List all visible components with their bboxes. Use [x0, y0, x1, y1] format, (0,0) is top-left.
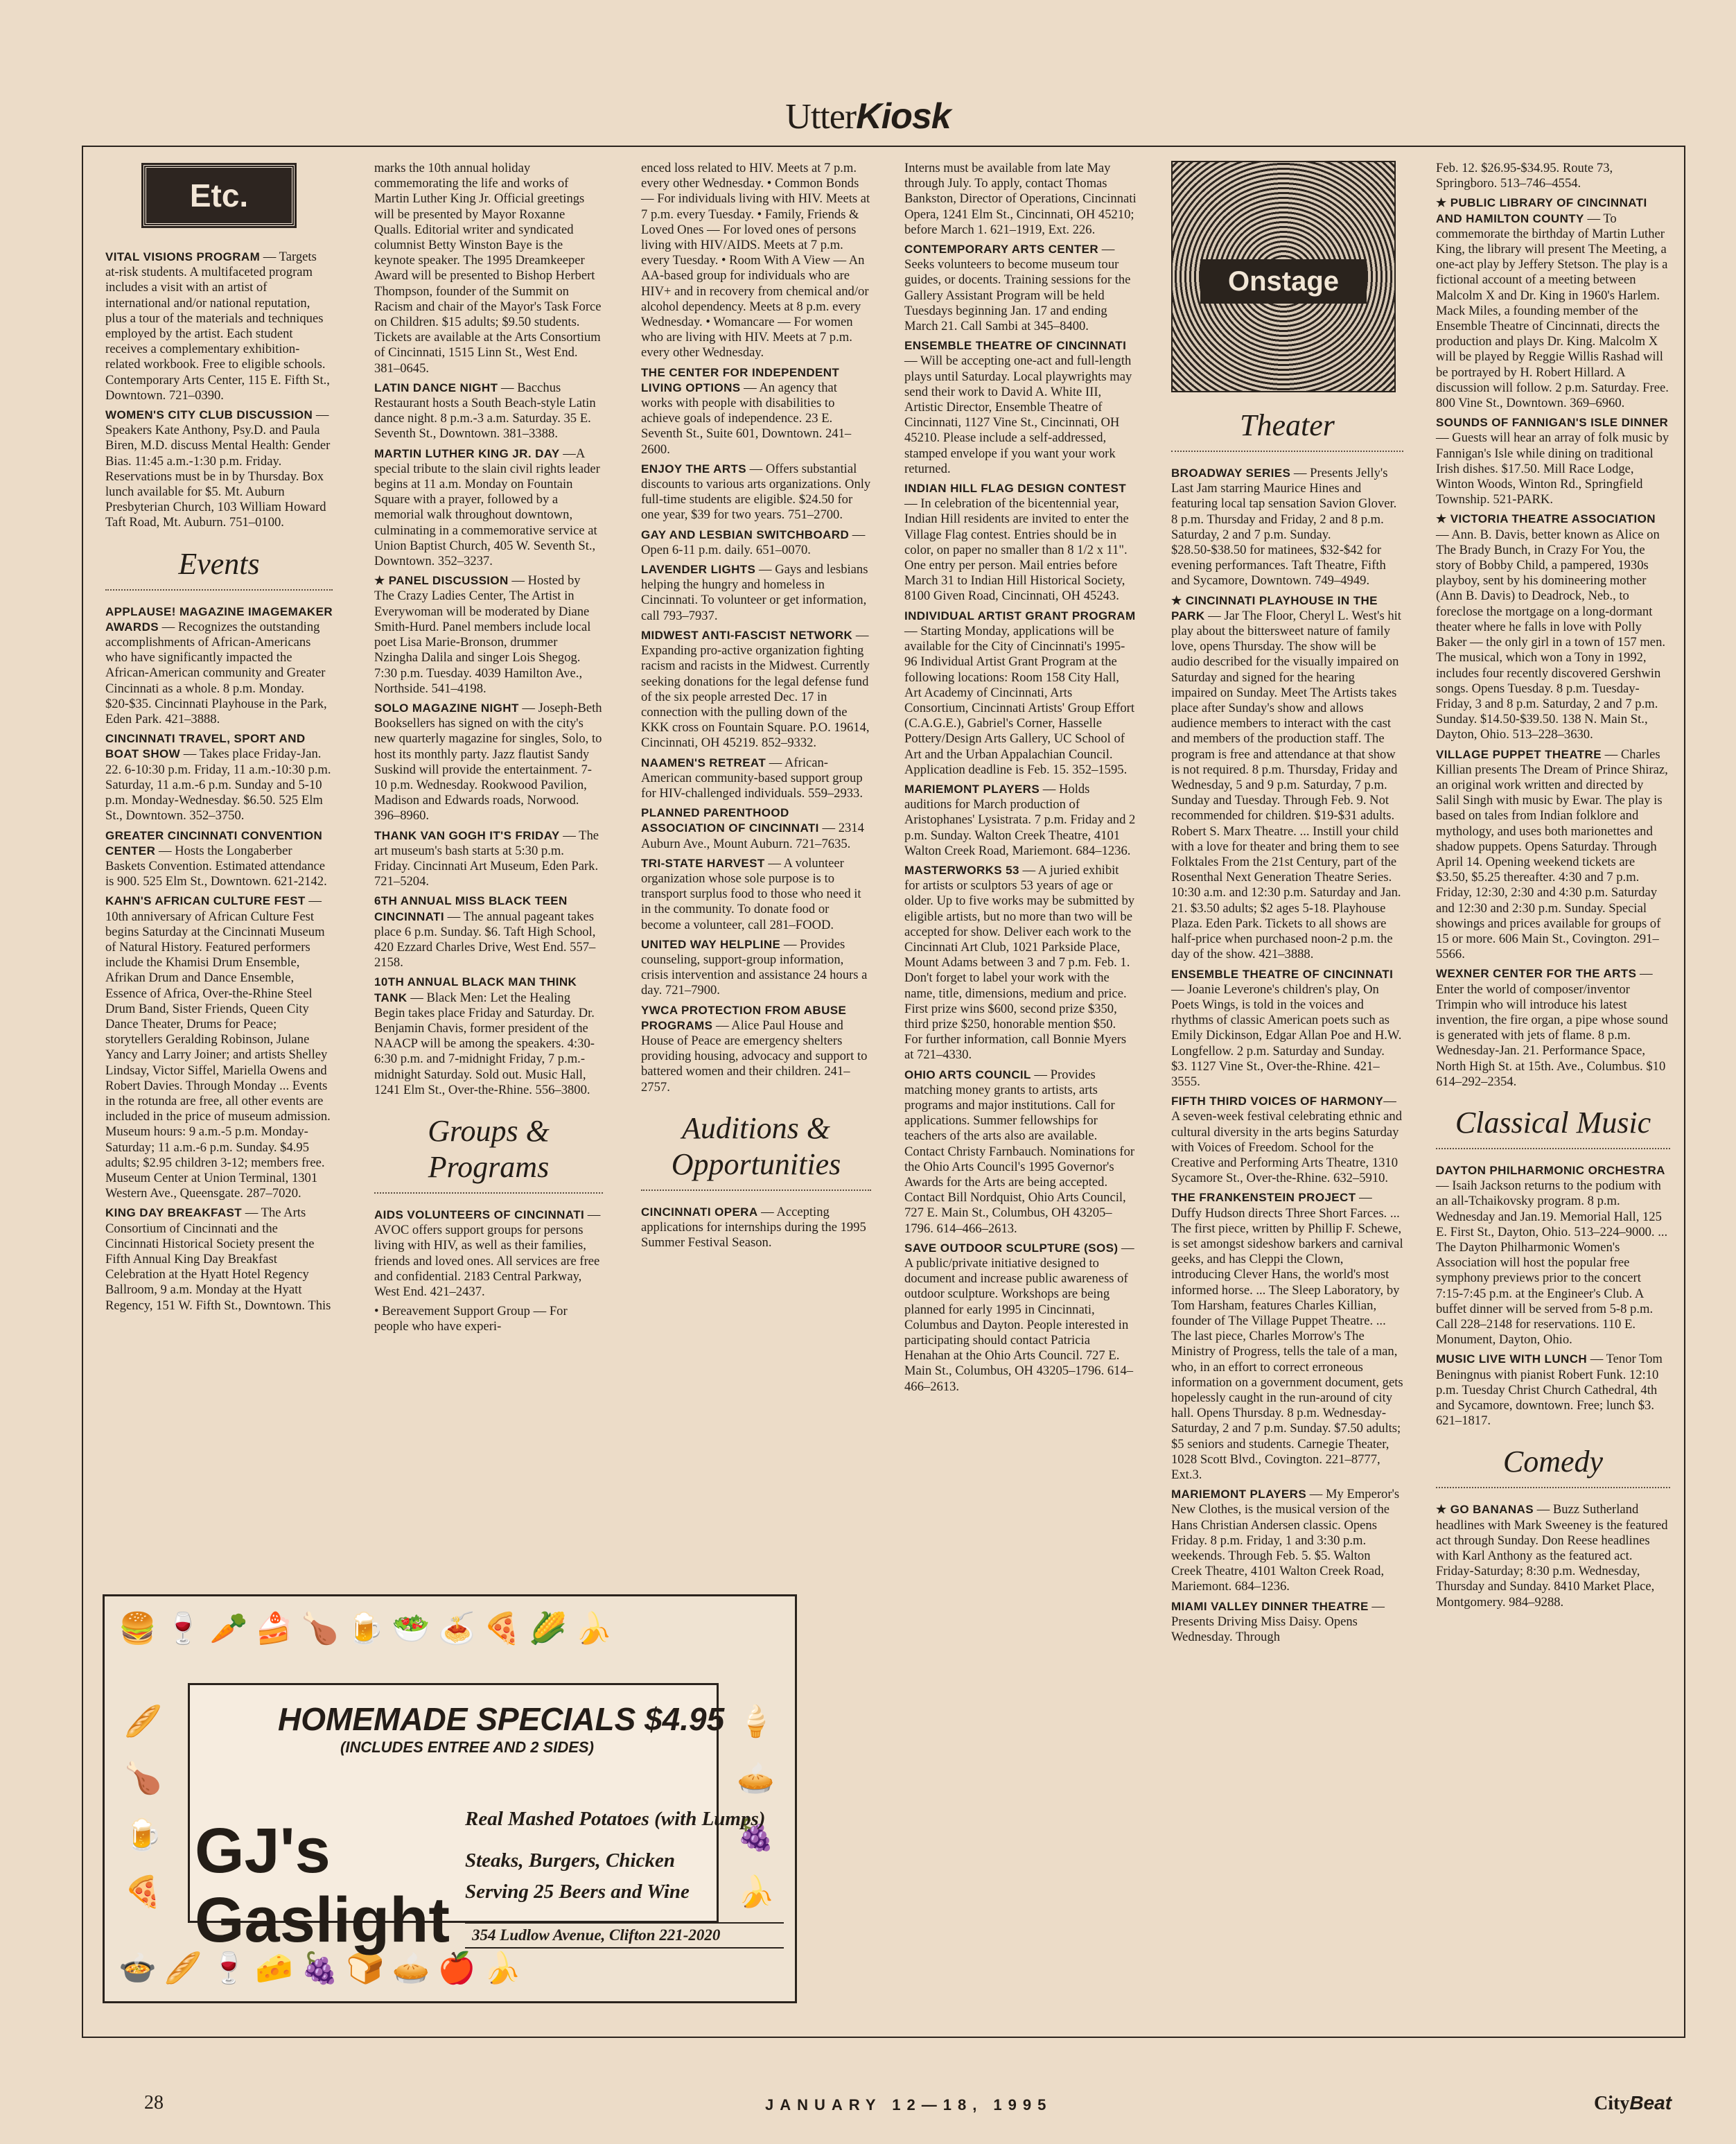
listing-text: — Accepting applications for internships during the 1995 Summer Festival Season. [641, 1204, 866, 1250]
page-number: 28 [144, 2092, 164, 2114]
listing-heading: INDIVIDUAL ARTIST GRANT PROGRAM [904, 609, 1136, 622]
listing-item [641, 462, 871, 523]
ad-item-3: Serving 25 Beers and Wine [465, 1881, 690, 1903]
listing-heading: MASTERWORKS 53 [904, 863, 1019, 877]
listing-text: — The Arts Consortium of Cincinnati and the Cincinnati Historical Society present the Fifth Annual King Day Breakfast Celebration at the Hyatt Hotel Regency Ballroom, 9 a.m. Monday at the Hyatt Regency, 151 W. Fifth St., Downtown. This [105, 1205, 331, 1313]
food-illustration-icon: 🥖 🍗 🍺 🍕 [124, 1705, 162, 1909]
listing-text: — Open 6-11 p.m. daily. 651–0070. [641, 527, 866, 557]
listing-heading: ★ VICTORIA THEATRE ASSOCIATION [1436, 512, 1656, 526]
listing-heading: ENJOY THE ARTS [641, 462, 747, 476]
listing-heading: APPLAUSE! MAGAZINE IMAGEMAKER AWARDS [105, 604, 333, 634]
listing-item [105, 828, 333, 890]
listing-heading: ★ PANEL DISCUSSION [374, 574, 509, 588]
comedy-listings [1436, 1502, 1670, 1610]
listing-item [904, 338, 1137, 477]
listing-item [374, 381, 603, 442]
listing-item [1436, 415, 1670, 507]
listing-heading: TRI-STATE HARVEST [641, 856, 765, 870]
listing-item [105, 408, 333, 531]
column-4 [904, 161, 1137, 1399]
column-3 [641, 161, 871, 1255]
ad-item-2: Steaks, Burgers, Chicken [465, 1849, 675, 1872]
listing-item [904, 782, 1137, 859]
listing-heading: VITAL VISIONS PROGRAM [105, 250, 261, 263]
listing-item [1171, 967, 1403, 1090]
listing-text: — The annual pageant takes place 6 p.m. Sunday. $6. Taft High School, 420 Ezzard Charles Drive, West End. 557–2158. [374, 909, 596, 970]
listing-heading: CONTEMPORARY ARTS CENTER [904, 243, 1099, 256]
listing-heading: MARIEMONT PLAYERS [1171, 1488, 1307, 1501]
listing-text: — Hosted by The Crazy Ladies Center, The Artist in Everywoman will be moderated by Diane Smith-Hurd. Panel members include local poet Lisa Marie-Bronson, drummer Nzingha Dalila and singer Lois Shegog. 7:30 p.m. Tuesday. 4039 Hamilton Ave., Northside. 541–4198. [374, 573, 591, 696]
listing-heading: SAVE OUTDOOR SCULPTURE (SOS) [904, 1241, 1119, 1255]
groups-listings-cont [641, 365, 871, 1095]
listing-heading: THE CENTER FOR INDEPENDENT LIVING OPTIONS [641, 365, 840, 394]
groups-listings [374, 1208, 603, 1335]
listing-text: — Presents Jelly's Last Jam starring Maurice Hines and featuring local tap sensation Savion Glover. 8 p.m. Thursday and Friday, 2 and 8 p.m. Saturday, 2 and 7 p.m. Sunday. $28.50-$38.50 for matinees, $32-$42 for evening performances. Taft Theatre, Fifth and Sycamore, Downtown. 749–4949. [1171, 466, 1397, 589]
listing-heading: 10TH ANNUAL BLACK MAN THINK TANK [374, 975, 577, 1004]
continued-text: marks the 10th annual holiday commemorating the life and works of Martin Luther King Jr. Official greetings will be presented by Mayor Roxanne Qualls. Editorial writer and syndicated columnist Betty Winston Baye is the keynote speaker. The 1995 Dreamkeeper Award will be presented to Bishop Herbert Thompson, founder of the Summit on Racism and chair of the Mayor's Task Force on Children. $15 adults; $9.50 students. Tickets are available at the Arts Consortium of Cincinnati, 1515 Linn St., West End. 381–0645. [374, 161, 602, 376]
listing-heading: ★ CINCINNATI PLAYHOUSE IN THE PARK [1171, 593, 1378, 622]
listing-text: — Joseph-Beth Booksellers has signed on with the city's new quarterly magazine for singles, Solo, to host its monthly party. Jazz flautist Sandy Suskind will provide the entertainment. 7-10 p.m. Wednesday. Rookwood Pavilion, Madison and Edwards roads, Norwood. 396–8960. [374, 700, 602, 823]
onstage-badge [1171, 161, 1396, 392]
listing-item [641, 628, 871, 751]
column-6 [1436, 161, 1670, 1614]
listing-heading: CINCINNATI OPERA [641, 1205, 758, 1219]
listing-item [641, 756, 871, 802]
listing-heading: MUSIC LIVE WITH LUNCH [1436, 1352, 1588, 1366]
listing-item [904, 863, 1137, 1063]
section-heading-events: Events [105, 546, 333, 591]
listing-text: — In celebration of the bicentennial year, Indian Hill residents are invited to enter the Village Flag contest. Entries should be in color, on paper no smaller than 8 1/2 x 11". One entry per person. Mail entries before March 31 to Indian Hill Historical Society, 8100 Given Road, Cincinnati, OH 45243. [904, 496, 1129, 604]
restaurant-ad [103, 1594, 797, 2003]
listing-text: — Holds auditions for March production of Aristophanes' Lysistrata. 7 p.m. Friday and 2 p.m. Sunday. Walton Creek Theatre, 4101 Walton Creek Road, Mariemont. 684–1236. [904, 781, 1136, 858]
issue-date: JANUARY 12—18, 1995 [765, 2096, 1053, 2114]
listing-item [1171, 466, 1403, 589]
listing-item [641, 562, 871, 624]
listing-text: — Ann. B. Davis, better known as Alice on The Brady Bunch, in Crazy For You, the story of Bobby Child, a pampered, 1930s playboy, sent by his domineering mother (Ann B. Davis) to Deadrock, Neb., to foreclose the mortgage on a long-dormant theater where he falls in love with Polly Baker — the only girl in a town of 157 men. The musical, which won a Tony in 1992, includes four recently discovered Gershwin songs. Opens Tuesday. 8 p.m. Tuesday-Friday, 3 and 8 p.m. Saturday, 2 and 7 p.m. Sunday. $14.50-$39.50. 138 N. Main St., Dayton, Ohio. 513–228–3630. [1436, 527, 1666, 742]
listing-item [641, 937, 871, 999]
listing-text: — 2314 Auburn Ave., Mount Auburn. 721–7635. [641, 821, 864, 851]
listing-text: — AVOC offers support groups for persons living with HIV, as well as their families, friends and loved ones. All services are free and confidential. 2183 Central Parkway, West End. 421–2437. [374, 1207, 601, 1299]
listing-text: — Presents Driving Miss Daisy. Opens Wednesday. Through [1171, 1598, 1385, 1645]
logo-beat: Beat [1629, 2092, 1672, 2114]
listing-text: — Isaih Jackson returns to the podium with an all-Tchaikovsky program. 8 p.m. Wednesday and Jan.19. Memorial Hall, 125 E. First St., Dayton, Ohio. 513–224–9000. ... The Dayton Philharmonic Women's Association will host the popular free symphony previews prior to the concert 7:15-7:45 p.m. at the Engineer's Club. A buffet dinner will be served from 5-8 p.m. Call 228–2148 for reservations. 110 E. Monument, Dayton, Ohio. [1436, 1178, 1668, 1348]
listing-text: — Provides matching money grants to artists, arts programs and major institutions. Call for applications. Summer fellowships for teachers of the arts also are available. Contact Christy Farnbauch. Nominations for the Ohio Arts Council's 1995 Governor's Awards for the Arts are being accepted. Contact Bill Nordquist, Ohio Arts Council, 727 E. Main St., Columbus, OH 43205–1796. 614–466–2613. [904, 1067, 1135, 1236]
listing-heading: MIAMI VALLEY DINNER THEATRE [1171, 1599, 1369, 1613]
listing-heading: THE FRANKENSTEIN PROJECT [1171, 1191, 1356, 1205]
listing-text: — My Emperor's New Clothes, is the musical version of the Hans Christian Andersen classic. Opens Friday. 8 p.m. Friday, 1 and 3:30 p.m. weekends. Through Feb. 5. $5. Walton Creek Theatre, 4101 Walton Creek Road, Mariemont. 684–1236. [1171, 1487, 1400, 1594]
listing-text: — Speakers Kate Anthony, Psy.D. and Paula Biren, M.D. discuss Mental Health: Gender Bias. 11:45 a.m.-1:30 p.m. Friday. Reservations must be in by Thursday. Box lunch available for $5. Mt. Auburn Presbyterian Church, 103 William Howard Taft Road, Mt. Auburn. 751–0100. [105, 408, 331, 530]
listing-item [374, 1304, 603, 1334]
listing-text: — Black Men: Let the Healing Begin takes place Friday and Saturday. Dr. Benjamin Chavis, former president of the NAACP will be among the speakers. 4:30-6:30 p.m. and 7-midnight Friday, 7 p.m.-midnight Saturday. Sold out. Music Hall, 1241 Elm St., Over-the-Rhine. 556–3800. [374, 990, 595, 1097]
listing-item [641, 805, 871, 852]
listing-item [904, 481, 1137, 604]
listing-heading: CINCINNATI TRAVEL, SPORT AND BOAT SHOW [105, 732, 306, 761]
masthead [0, 96, 1736, 137]
logo-city: City [1594, 2093, 1630, 2114]
listing-heading: DAYTON PHILHARMONIC ORCHESTRA [1436, 1163, 1665, 1177]
listing-text: — A juried exhibit for artists or sculptors 53 years of age or older. Up to five works may be submitted by eligible artists, but no more than two will be accepted for show. Deliver each work to the Cincinnati Art Club, 1021 Parkside Place, Mount Adams between 3 and 7 p.m. Feb. 1. Don't forget to label your work with the name, title, dimensions, medium and price. First prize wins $600, second prize $350, third prize $250, honorable mention $50. For further information, call Bonnie Myers at 721–4330. [904, 862, 1135, 1063]
listing-item [641, 1003, 871, 1095]
listing-heading: SOUNDS OF FANNIGAN'S ISLE DINNER [1436, 416, 1669, 430]
listing-item [904, 1241, 1137, 1395]
listing-item [904, 242, 1137, 334]
listing-text: — Hosts the Longaberber Baskets Convention. Estimated attendance is 900. 525 Elm St., Downtown. 621-2142. [105, 843, 327, 889]
listing-item [374, 573, 603, 697]
listing-item [105, 894, 333, 1201]
listing-heading: GREATER CINCINNATI CONVENTION CENTER [105, 828, 323, 857]
listing-text: — A volunteer organization whose sole purpose is to transport surplus food to those who need it in the community. To donate food or become a volunteer, call 281–FOOD. [641, 855, 861, 932]
ad-logo-line-2: Gaslight [195, 1885, 450, 1955]
listing-item [1436, 966, 1670, 1090]
listing-heading: ENSEMBLE THEATRE OF CINCINNATI [904, 339, 1127, 353]
masthead-utter: Utter [785, 97, 857, 137]
section-heading-theater: Theater [1171, 408, 1403, 452]
listing-heading: BROADWAY SERIES [1171, 467, 1291, 480]
listing-heading: THANK VAN GOGH IT'S FRIDAY [374, 828, 560, 842]
food-illustration-icon: 🍔 🍷 🥕 🍰 🍗 🍺 🥗 🍝 🍕 🌽 🍌 [119, 1612, 613, 1646]
listing-heading: OHIO ARTS COUNCIL [904, 1067, 1031, 1081]
listing-item [374, 701, 603, 824]
listing-heading: ★ PUBLIC LIBRARY OF CINCINNATI AND HAMILTON COUNTY [1436, 196, 1647, 225]
listing-text: • Bereavement Support Group — For people who have experi- [374, 1304, 568, 1334]
listing-item [1171, 1190, 1403, 1483]
listing-text: — Recognizes the outstanding accomplishments of African-Americans who have significantly impacted the African-American community and Greater Cincinnati as a whole. 8 p.m. Monday. $20-$35. Cincinnati Playhouse in the Park, Eden Park. 421–3888. [105, 619, 327, 727]
listing-item [374, 446, 603, 570]
section-heading-classical: Classical Music [1436, 1105, 1670, 1149]
auditions-listings-cont [904, 242, 1137, 1395]
listing-item [374, 894, 603, 970]
listing-heading: MIDWEST ANTI-FASCIST NETWORK [641, 628, 853, 642]
section-heading-auditions: Auditions & Opportunities [641, 1110, 871, 1191]
listing-text: — African-American community-based support group for HIV-challenged individuals. 559–2933. [641, 755, 863, 801]
ad-address: 354 Ludlow Avenue, Clifton 221-2020 [465, 1922, 784, 1949]
listing-heading: WEXNER CENTER FOR THE ARTS [1436, 967, 1637, 981]
listing-item [641, 856, 871, 933]
listing-text: — Seeks volunteers to become museum tour guides, or docents. Training sessions for the Gallery Assistant Program will be held Tuesdays beginning Jan. 17 and ending March 21. Call Sambi at 345–8400. [904, 242, 1131, 334]
listing-text: — Takes place Friday-Jan. 22. 6-10:30 p.m. Friday, 11 a.m.-10:30 p.m. Saturday, 11 a.m.-6 p.m. Sunday and 5-10 p.m. Monday-Wednesday. $6.50. 525 Elm St., Downtown. 352–3750. [105, 747, 331, 823]
publication-logo [1594, 2092, 1672, 2115]
events-listings-cont [374, 381, 603, 1098]
listing-text: — Enter the world of composer/inventor Trimpin who will introduce his latest invention, the fire organ, a pipe whose sound is generated with jets of flame. 8 p.m. Wednesday-Jan. 21. Performance Space, North High St. at 15th. Ave., Columbus. $10 614–292–2354. [1436, 966, 1668, 1089]
listing-text: — Will be accepting one-act and full-length plays until Saturday. Local playwrights may send their work to David A. White III, Artistic Director, Ensemble Theatre of Cincinnati, 1127 Vine St., Cincinnati, OH 45210. Please include a self-addressed, stamped envelope if you want your work returned. [904, 354, 1132, 476]
listing-item [1171, 1094, 1403, 1186]
onstage-label: Onstage [1200, 259, 1367, 304]
listing-item [105, 604, 333, 728]
food-illustration-icon: 🍦 🥧 🍇 🍌 [737, 1705, 775, 1909]
listing-text: — Gays and lesbians helping the hungry and homeless in Cincinnati. To volunteer or get information, call 793–7937. [641, 562, 868, 623]
listing-heading: LATIN DANCE NIGHT [374, 381, 498, 394]
listing-heading: FIFTH THIRD VOICES OF HARMONY [1171, 1095, 1384, 1108]
listing-heading: YWCA PROTECTION FROM ABUSE PROGRAMS [641, 1003, 847, 1032]
listing-item [1436, 1352, 1670, 1429]
continued-text: Interns must be available from late May through July. To apply, contact Thomas Bankston, Director of Operations, Cincinnati Opera, 1241 Elm St., Cincinnati, OH 45210; before March 1. 621–1919, Ext. 226. [904, 161, 1137, 237]
listing-text: — Offers substantial discounts to various arts organizations. Only full-time students are eligible. $24.50 for one year, $39 for two years. 751–2700. [641, 461, 871, 523]
listing-text: —A special tribute to the slain civil rights leader begins at 11 a.m. Monday on Fountain Square with a prayer, followed by a memorial walk throughout downtown, culminating in a commemorative service at Union Baptist Church, 405 W. Seventh St., Downtown. 352–3237. [374, 446, 600, 569]
listing-text: — Joanie Leverone's children's play, On Poets Wings, is told in the voices and rhythms of classic American poets such as Emily Dickinson, Edgar Allan Poe and H.W. Longfellow. 2 p.m. Saturday and Sunday. $3. 1127 Vine St., Over-the-Rhine. 421–3555. [1171, 982, 1402, 1089]
listing-text: — Duffy Hudson directs Three Short Farces. ... The first piece, written by Phillip F. Schewe, is set amongst sideshow barkers and carnival geeks, and has Cleppi the Clown, introducing Clever Hans, the world's most informed horse. ... The Sleep Laboratory, by Tom Harsham, features Charles Killian, founder of The Village Puppet Theatre. ... The last piece, Charles Morrow's The Ministry of Progress, tells the tale of a man, who, in an effort to correct erroneous information on a government document, gets hopelessly caught in the run-around of city hall. Opens Thursday. 8 p.m. Wednesday-Saturday, 2 and 7 p.m. Sunday. $7.50 adults; $5 seniors and students. Carnegie Theater, 1028 Scott Blvd., Covington. 221–8777, Ext.3. [1171, 1190, 1403, 1482]
listing-heading: LAVENDER LIGHTS [641, 563, 756, 577]
listing-item [374, 975, 603, 1098]
etc-listings [105, 250, 333, 531]
listing-heading: KAHN'S AFRICAN CULTURE FEST [105, 894, 306, 908]
listing-text: — 10th anniversary of African Culture Fest begins Saturday at the Cincinnati Museum of Natural History. Featured performers include the Khamisi Drum Ensemble, Afrikan Drum and Dance Ensemble, Essence of Africa, Over-the-Rhine Steel Drum Band, Sister Friends, Queen City Dance Theater, Drums for Peace; storytellers Geralding Robinson, Julane Yancy and Larry Joiner; and artists Shelley Lindsay, Victor Siffel, Mariella Owens and Robert Davies. Through Monday ... Events in the rotunda are free, all other events are included in the price of museum admission. Museum hours: 9 a.m.-5 p.m. Monday-Saturday; 11 a.m.-6 p.m. Sunday. $4.95 adults; $2.95 children 3-12; members free. Museum Center at Union Terminal, 1301 Western Ave., Queensgate. 287–7020. [105, 894, 331, 1201]
listing-text: — Tenor Tom Beningnus with pianist Robert Funk. 12:10 p.m. Tuesday Christ Church Cathedral, 4th and Sycamore, downtown. Free; lunch $3. 621–1817. [1436, 1352, 1663, 1429]
listing-text: — Bacchus Restaurant hosts a South Beach-style Latin dance night. 8 p.m.-3 a.m. Saturday. 35 E. Seventh St., Downtown. 381–3388. [374, 380, 596, 442]
listing-item [641, 365, 871, 457]
listing-text: — The art museum's bash starts at 5:30 p.m. Friday. Cincinnati Art Museum, Eden Park. 721–5204. [374, 828, 599, 889]
events-listings [105, 604, 333, 1314]
ad-subheadline: (INCLUDES ENTREE AND 2 SIDES) [340, 1738, 594, 1756]
etc-badge: Etc. [143, 165, 295, 226]
auditions-listings [641, 1205, 871, 1251]
listing-item [1171, 593, 1403, 963]
ad-item-1: Real Mashed Potatoes (with Lumps) [465, 1808, 766, 1830]
classical-listings [1436, 1163, 1670, 1429]
listing-item [1436, 512, 1670, 742]
listing-heading: VILLAGE PUPPET THEATRE [1436, 747, 1602, 761]
section-heading-groups: Groups & Programs [374, 1113, 603, 1194]
theater-listings-cont [1436, 195, 1670, 1090]
section-heading-comedy: Comedy [1436, 1444, 1670, 1488]
listing-heading: NAAMEN'S RETREAT [641, 756, 766, 769]
listing-item [374, 1208, 603, 1300]
listing-text: — Guests will hear an array of folk music by Fannigan's Isle while dining on traditional Irish dishes. $17.50. Mill Race Lodge, Winton Woods, Winton Rd., Springfield Township. 521-PARK. [1436, 430, 1669, 507]
listing-item [1436, 195, 1670, 411]
column-5 [1171, 161, 1403, 1649]
listing-text: — Starting Monday, applications will be available for the City of Cincinnati's 1995-96 Individual Artist Grant Program at the following locations: Room 158 City Hall, Art Academy of Cincinnati, Arts Consortium, Cincinnati Artists' Group Effort (C.A.G.E.), Gabriel's Corner, Hasselle Pottery/Design Arts Gallery, UC School of Art and the Urban Appalachian Council. Application deadline is Feb. 15. 352–1595. [904, 623, 1134, 777]
listing-item [1436, 1502, 1670, 1610]
theater-listings [1171, 466, 1403, 1645]
listing-heading: PLANNED PARENTHOOD ASSOCIATION OF CINCINNATI [641, 806, 819, 835]
listing-text: — Provides counseling, support-group information, crisis intervention and assistance 24 hours a day. 721–7900. [641, 936, 868, 998]
listing-item [641, 528, 871, 558]
listing-heading: MARTIN LUTHER KING JR. DAY [374, 446, 560, 460]
listing-item [105, 731, 333, 823]
listing-heading: WOMEN'S CITY CLUB DISCUSSION [105, 408, 313, 422]
listing-text: — Expanding pro-active organization fighting racism and racists in the Midwest. Currently seeking donations for the legal defense fund of the six people arrested Dec. 17 in connection with the pulling down of the KKK cross on Fountain Square. P.O. 19614, Cincinnati, OH 45219. 852–9332. [641, 627, 870, 751]
listing-heading: GAY AND LESBIAN SWITCHBOARD [641, 528, 850, 541]
listing-item [641, 1205, 871, 1251]
column-1 [105, 161, 333, 1318]
listing-text: — A public/private initiative designed to document and increase public awareness of outdoor sculpture. Workshops are being planned for early 1995 in Cincinnati, Columbus and Dayton. People interested in participating should contact Patricia Henahan at the Ohio Arts Council. 727 E. Main St., Columbus, OH 43205–1796. 614–466–2613. [904, 1240, 1134, 1394]
food-illustration-icon: 🍲 🥖 🍷 🧀 🍇 🍞 🥧 🍎 🍌 [119, 1951, 522, 1985]
listing-item [1171, 1487, 1403, 1594]
listing-heading: ★ GO BANANAS [1436, 1503, 1534, 1517]
listing-text: — Alice Paul House and House of Peace are emergency shelters providing housing, advocacy and support to battered women and their children. 241–2757. [641, 1018, 868, 1095]
listing-item [105, 1205, 333, 1313]
continued-text: enced loss related to HIV. Meets at 7 p.m. every other Wednesday. • Common Bonds — For individuals living with HIV. Meets at 7 p.m. every Tuesday. • Family, Friends & Loved Ones — For loved ones of persons living with HIV/AIDS. Meets at 7 p.m. every Tuesday. • Room With A View — An AA-based group for individuals who are HIV+ and in recovery from chemical and/or alcohol dependency. Meets at 8 p.m. every Wednesday. • Womancare — For women who are living with HIV. Meets at 7 p.m. every other Wednesday. [641, 161, 870, 360]
masthead-kiosk: Kiosk [856, 96, 951, 137]
listing-text: — Jar The Floor, Cheryl L. West's hit play about the bittersweet nature of family love, opens Thursday. The show will be audio described for the visually impaired on Saturday and signed for the hearing impaired on Sunday. Meet The Artists takes place after Sunday's show and allows audience members to interact with the cast and members of the production staff. The program is free and attendance at that show is not required. 8 p.m. Thursday, Friday and Wednesday, 5 and 9 p.m. Saturday, 7 p.m. Sunday and Tuesday. Through Feb. 9. Not recommended for children. $19-$31 adults. Robert S. Marx Theatre. ... Instill your child with a love for theater and bring them to see Folktales From the 21st Century, part of the Rosenthal Next Generation Theatre Series. 10:30 a.m. and 12:30 p.m. Saturday and Jan. 21. $3.50 adults; $2 ages 5-18. Playhouse Plaza. Eden Park. Tickets to all shows are half-price when purchased noon-2 p.m. the day of the show. 421–3888. [1171, 608, 1401, 962]
listing-text: — An agency that works with people with disabilities to achieve goals of independence. 23 E. Seventh St., Suite 601, Downtown. 241–2600. [641, 380, 852, 457]
listing-item [374, 828, 603, 890]
listing-heading: MARIEMONT PLAYERS [904, 782, 1040, 796]
listing-text: — To commemorate the birthday of Martin Luther King, the library will present The Meeting, a one-act play by Jeffery Stetson. The play is a fictional account of a meeting between Malcolm X and Dr. King in 1960's Harlem. Mack Miles, a founding member of the Ensemble Theatre of Cincinnati, directs the production and plays Dr. King. Malcolm X will be played by Reggie Willis Rashad will be portrayed by H. Robert Hillard. A discussion will follow. 2 p.m. Saturday. Free. 800 Vine St., Downtown. 369–6960. [1436, 211, 1669, 411]
listing-heading: SOLO MAGAZINE NIGHT [374, 701, 519, 715]
continued-text: Feb. 12. $26.95-$34.95. Route 73, Springboro. 513–746–4554. [1436, 161, 1613, 191]
listing-text: — Targets at-risk students. A multifaceted program includes a visit with an artist of international and/or national reputation, plus a tour of the materials and techniques employed by the artist. Each student receives a complementary exhibition-related workbook. Free to eligible schools. Contemporary Arts Center, 115 E. Fifth St., Downtown. 721–0390. [105, 250, 330, 403]
listing-heading: UNITED WAY HELPLINE [641, 937, 781, 951]
ad-logo-line-1: GJ's [195, 1815, 331, 1886]
listing-text: — A seven-week festival celebrating ethnic and cultural diversity in the arts begins Saturday with Voices of Freedom. School for the Creative and Performing Arts Theatre, 1310 Sycamore St., Over-the-Rhine. 632–5910. [1171, 1094, 1402, 1186]
listing-item [1436, 747, 1670, 963]
listing-item [904, 609, 1137, 778]
listing-heading: KING DAY BREAKFAST [105, 1206, 243, 1220]
ad-headline: HOMEMADE SPECIALS $4.95 [278, 1701, 725, 1737]
listing-heading: INDIAN HILL FLAG DESIGN CONTEST [904, 482, 1126, 496]
listing-text: — Buzz Sutherland headlines with Mark Sweeney is the featured act through Sunday. Don Reese headlines with Karl Anthony as the featured act. Friday-Saturday; 8:30 p.m. Wednesday, Thursday and Sunday. 8410 Market Place, Montgomery. 984–9288. [1436, 1502, 1668, 1610]
listing-item [1171, 1599, 1403, 1646]
listing-heading: 6TH ANNUAL MISS BLACK TEEN CINCINNATI [374, 894, 568, 923]
listing-heading: ENSEMBLE THEATRE OF CINCINNATI [1171, 967, 1394, 981]
listing-text: — Charles Killian presents The Dream of Prince Shiraz, an original work written and directed by Salil Singh with music by Ewar. The play is based on tales from Indian folklore and mythology, and uses both marionettes and shadow puppets. Opens Saturday. Through April 14. Opening weekend tickets are $3.50, $5.25 thereafter. 4:30 and 7 p.m. Friday, 12:30, 2:30 and 4:30 p.m. Saturday and 12:30 and 2:30 p.m. Sunday. Special showings and prices available for groups of 15 or more. 606 Main St., Covington. 291–5566. [1436, 747, 1668, 962]
column-2 [374, 161, 603, 1339]
listing-item [105, 250, 333, 403]
listing-item [1436, 1163, 1670, 1348]
listing-item [904, 1067, 1137, 1237]
listing-heading: AIDS VOLUNTEERS OF CINCINNATI [374, 1208, 585, 1221]
